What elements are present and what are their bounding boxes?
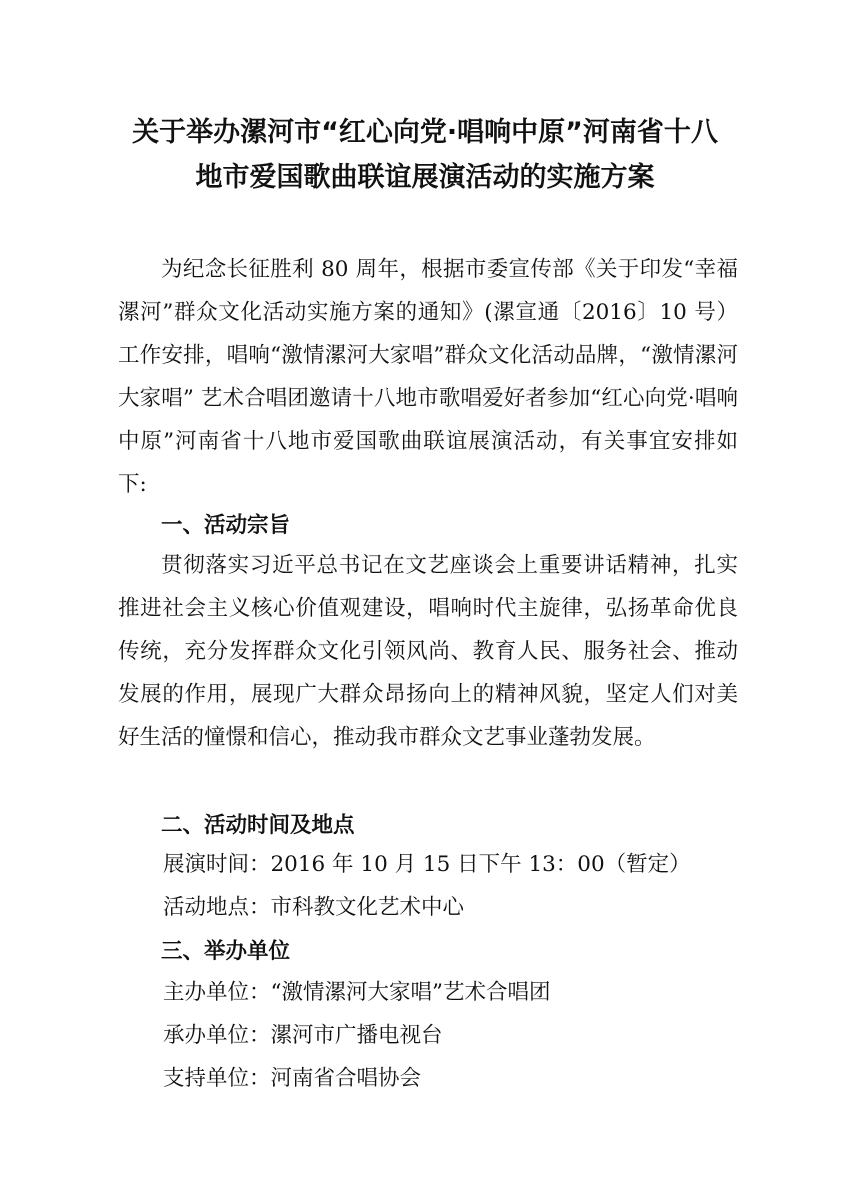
document-title-line-2: 地市爱国歌曲联谊展演活动的实施方案 (195, 162, 655, 193)
intro-paragraph: 为纪念长征胜利 80 周年，根据市委宣传部《关于印发“幸福漯河”群众文化活动实施方案的通知》(漯宣通〔2016〕10 号）工作安排，唱响“激情漯河大家唱”群众文化活动品牌，“激情漯河大家唱” 艺术合唱团邀请十八地市歌唱爱好者参加“红心向党·唱响中原”河南省十八地市爱国歌曲联谊展演活动，有关事宜安排如下: (118, 257, 738, 497)
organizer-line: 主办单位：“激情漯河大家唱”艺术合唱团 (163, 980, 551, 1005)
section-1-body: 贯彻落实习近平总书记在文艺座谈会上重要讲话精神，扎实推进社会主义核心价值观建设，唱响时代主旋律，弘扬革命优良传统，充分发挥群众文化引领风尚、教育人民、服务社会、推动发展的作用，展现广大群众昂扬向上的精神风貌，坚定人们对美好生活的憧憬和信心，推动我市群众文艺事业蓬勃发展。 (118, 553, 738, 750)
document-title-line-1: 关于举办漯河市“红心向党·唱响中原”河南省十八 (132, 117, 718, 148)
event-location-line: 活动地点：市科教文化艺术中心 (163, 895, 465, 920)
section-2-heading: 二、活动时间及地点 (161, 813, 355, 838)
co-organizer-line: 承办单位：漯河市广播电视台 (163, 1023, 443, 1048)
section-3-heading: 三、举办单位 (161, 939, 291, 964)
supporter-line: 支持单位：河南省合唱协会 (163, 1066, 422, 1091)
event-time-line: 展演时间：2016 年 10 月 15 日下午 13：00（暂定） (163, 852, 691, 877)
section-1-heading: 一、活动宗旨 (161, 513, 291, 538)
